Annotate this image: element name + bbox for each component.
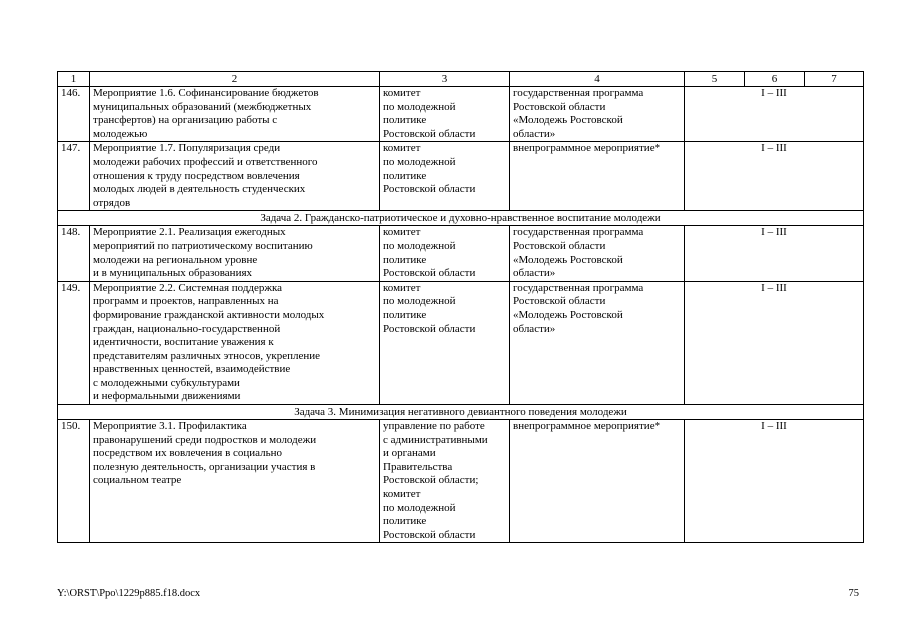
header-cell: 3 <box>380 72 510 87</box>
executor-line: комитет <box>383 226 421 239</box>
executor-line: политике <box>383 169 427 182</box>
program-source-line: государственная программа <box>513 281 644 294</box>
executor-line: комитет <box>383 87 421 99</box>
execution-period: I – III <box>685 281 864 404</box>
executor-line: политике <box>383 253 427 266</box>
activity-description-line: трансфертов) на организацию работы с <box>93 114 278 127</box>
executor-line: Ростовской области; <box>383 474 479 487</box>
activity-description-line: Мероприятие 2.1. Реализация ежегодных <box>93 226 286 239</box>
task-heading: Задача 3. Минимизация негативного девиантного поведения молодежи <box>58 405 864 420</box>
executor-line: по молодежной <box>383 501 456 514</box>
activity-description-line: Мероприятие 1.6. Софинансирование бюджетов <box>93 87 319 99</box>
header-cell: 7 <box>805 72 864 87</box>
program-source-line: «Молодежь Ростовской <box>513 308 623 321</box>
executor-line: Правительства <box>383 460 453 473</box>
program-source-line: Ростовской области <box>513 100 606 113</box>
activity-description-line: молодых людей в деятельность студенческих <box>93 183 306 196</box>
plan-table <box>57 71 864 543</box>
executor-line: по молодежной <box>383 295 456 308</box>
program-source-line: государственная программа <box>513 87 644 99</box>
activity-description-line: полезную деятельность, организации участия в <box>93 460 316 473</box>
table-header-row <box>58 72 864 87</box>
executor-line: политике <box>383 308 427 321</box>
executor-line: Ростовской области <box>383 267 476 280</box>
executor-line: по молодежной <box>383 155 456 168</box>
activity-description-line: формирование гражданской активности молодых <box>93 308 325 321</box>
task-heading-row <box>58 211 864 226</box>
execution-period: I – III <box>685 142 864 211</box>
program-source-line: области» <box>513 267 556 280</box>
program-source-line: Ростовской области <box>513 295 606 308</box>
executor <box>380 420 510 543</box>
activity-description-line: идентичности, воспитание уважения к <box>93 336 274 349</box>
execution-period: I – III <box>685 226 864 281</box>
executor <box>380 226 510 281</box>
table-row <box>58 281 864 404</box>
program-source-line: Ростовской области <box>513 239 606 252</box>
header-cell: 4 <box>510 72 685 87</box>
activity-description-line: и неформальными движениями <box>93 390 241 403</box>
row-number: 149. <box>58 281 90 404</box>
activity-description-line: отношения к труду посредством вовлечения <box>93 169 300 182</box>
program-source-line: области» <box>513 322 556 335</box>
activity-description-line: с молодежными субкультурами <box>93 376 240 389</box>
table-row <box>58 87 864 142</box>
header-cell: 2 <box>90 72 380 87</box>
table-row <box>58 420 864 543</box>
program-source-line: государственная программа <box>513 226 644 239</box>
activity-description-line: молодежью <box>93 127 148 140</box>
activity-description-line: Мероприятие 1.7. Популяризация среди <box>93 142 281 155</box>
executor-line: Ростовской области <box>383 322 476 335</box>
executor <box>380 87 510 142</box>
program-source-line: «Молодежь Ростовской <box>513 253 623 266</box>
executor-line: комитет <box>383 488 421 501</box>
header-cell: 6 <box>745 72 805 87</box>
program-source <box>510 226 685 281</box>
activity-description-line: и в муниципальных образованиях <box>93 267 253 280</box>
executor-line: политике <box>383 515 427 528</box>
task-heading-row <box>58 405 864 420</box>
activity-description-line: мероприятий по патриотическому воспитанию <box>93 239 313 252</box>
header-cell: 5 <box>685 72 745 87</box>
executor-line: политике <box>383 114 427 127</box>
document-path: Y:\ORST\Ppo\1229p885.f18.docx <box>57 588 201 599</box>
program-source-line: области» <box>513 127 556 140</box>
activity-description <box>90 142 380 211</box>
activity-description-line: молодежи на региональном уровне <box>93 253 258 266</box>
program-source <box>510 420 685 543</box>
activity-description-line: представителям различных этносов, укрепление <box>93 349 321 362</box>
activity-description-line: Мероприятие 2.2. Системная поддержка <box>93 281 283 294</box>
activity-description-line: Мероприятие 3.1. Профилактика <box>93 420 247 433</box>
executor <box>380 142 510 211</box>
program-source <box>510 281 685 404</box>
executor-line: с административными <box>383 433 488 446</box>
activity-description <box>90 226 380 281</box>
executor-line: Ростовской области <box>383 127 476 140</box>
row-number: 150. <box>58 420 90 543</box>
execution-period: I – III <box>685 420 864 543</box>
activity-description-line: нравственных ценностей, взаимодействие <box>93 363 291 376</box>
program-source <box>510 87 685 142</box>
executor-line: комитет <box>383 281 421 294</box>
row-number: 148. <box>58 226 90 281</box>
executor-line: Ростовской области <box>383 528 476 541</box>
program-source-line: внепрограммное мероприятие* <box>513 142 661 155</box>
activity-description-line: посредством их вовлечения в социально <box>93 447 283 460</box>
activity-description-line: муниципальных образований (межбюджетных <box>93 100 312 113</box>
executor-line: по молодежной <box>383 100 456 113</box>
activity-description-line: программ и проектов, направленных на <box>93 295 279 308</box>
activity-description <box>90 281 380 404</box>
executor <box>380 281 510 404</box>
activity-description-line: молодежи рабочих профессий и ответственного <box>93 155 318 168</box>
executor-line: Ростовской области <box>383 183 476 196</box>
activity-description <box>90 420 380 543</box>
header-cell: 1 <box>58 72 90 87</box>
executor-line: управление по работе <box>383 420 485 433</box>
row-number: 147. <box>58 142 90 211</box>
row-number: 146. <box>58 87 90 142</box>
page-number: 75 <box>848 588 859 599</box>
activity-description <box>90 87 380 142</box>
activity-description-line: социальном театре <box>93 474 182 487</box>
activity-description-line: правонарушений среди подростков и молодежи <box>93 433 317 446</box>
executor-line: комитет <box>383 142 421 155</box>
program-source-line: «Молодежь Ростовской <box>513 114 623 127</box>
task-heading: Задача 2. Гражданско-патриотическое и духовно-нравственное воспитание молодежи <box>58 211 864 226</box>
executor-line: по молодежной <box>383 239 456 252</box>
activity-description-line: граждан, национально-государственной <box>93 322 281 335</box>
program-source-line: внепрограммное мероприятие* <box>513 420 661 433</box>
table-row <box>58 226 864 281</box>
activity-description-line: отрядов <box>93 196 131 209</box>
table-row <box>58 142 864 211</box>
program-source <box>510 142 685 211</box>
executor-line: и органами <box>383 447 436 460</box>
execution-period: I – III <box>685 87 864 142</box>
